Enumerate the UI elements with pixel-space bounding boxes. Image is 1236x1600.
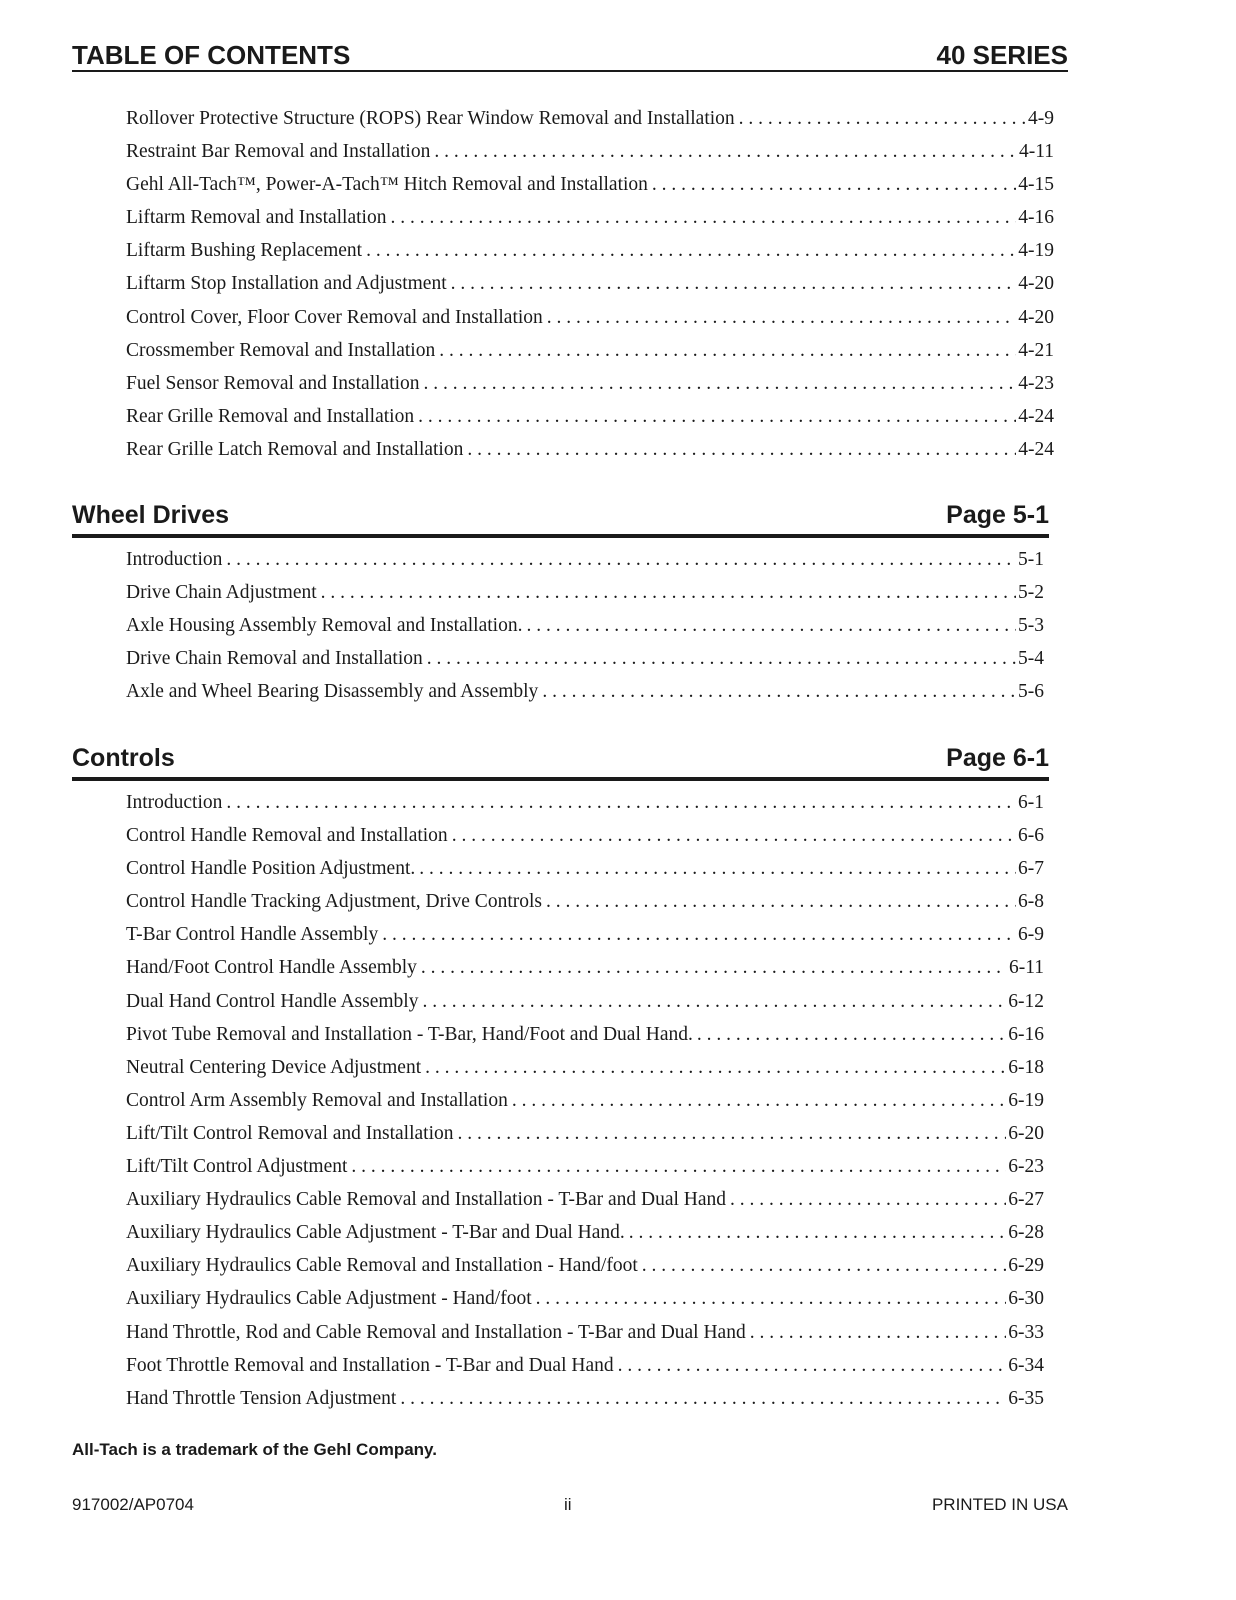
leader-dots: [347, 1150, 1006, 1183]
leader-dots: [522, 609, 1016, 642]
toc-entry-page: 6-8: [1018, 891, 1044, 913]
leader-dots: [746, 1316, 1007, 1349]
toc-entry-label: Gehl All-Tach™, Power-A-Tach™ Hitch Removal and Installation: [126, 174, 648, 196]
toc-entry-page: 4-16: [1018, 207, 1054, 229]
leader-dots: [396, 1382, 1006, 1415]
toc-entry-page: 6-16: [1008, 1023, 1044, 1045]
toc-entry-label: T-Bar Control Handle Assembly: [126, 924, 379, 946]
section-heading-wheel-drives: [72, 500, 1049, 538]
leader-dots: [435, 334, 1016, 367]
toc-entry-page: 6-1: [1018, 792, 1044, 813]
toc-entry[interactable]: [126, 1282, 1044, 1315]
toc-entry-label: Restraint Bar Removal and Installation: [126, 141, 431, 163]
leader-dots: [638, 1249, 1006, 1282]
toc-list-wheel-drives: [126, 543, 1044, 708]
leader-dots: [418, 985, 1006, 1018]
leader-dots: [508, 1084, 1006, 1117]
toc-entry[interactable]: [126, 786, 1044, 819]
toc-entry[interactable]: [126, 852, 1044, 885]
toc-entry[interactable]: [126, 1051, 1044, 1084]
toc-entry-page: 6-9: [1018, 924, 1044, 946]
toc-entry-label: Rollover Protective Structure (ROPS) Rear Window Removal and Installation: [126, 108, 735, 129]
toc-entry-label: Control Cover, Floor Cover Removal and Installation: [126, 306, 543, 328]
toc-entry-page: 6-7: [1018, 858, 1044, 880]
toc-entry-page: 6-35: [1008, 1387, 1044, 1409]
toc-entry-label: Auxiliary Hydraulics Cable Adjustment - T-Bar and Dual Hand.: [126, 1222, 625, 1244]
toc-entry-page: 6-23: [1008, 1156, 1044, 1178]
section-page: Page 6-1: [946, 744, 1049, 772]
leader-dots: [421, 1051, 1006, 1084]
toc-entry-label: Control Arm Assembly Removal and Installation: [126, 1089, 508, 1111]
toc-entry[interactable]: [126, 201, 1054, 234]
toc-entry[interactable]: [126, 1018, 1044, 1051]
series-label: 40 SERIES: [936, 40, 1068, 70]
leader-dots: [614, 1349, 1007, 1382]
toc-entry-label: Auxiliary Hydraulics Cable Removal and Installation - Hand/foot: [126, 1255, 638, 1277]
toc-entry-label: Hand Throttle Tension Adjustment: [126, 1387, 397, 1409]
toc-entry[interactable]: [126, 543, 1044, 576]
toc-entry-page: 4-11: [1018, 141, 1054, 163]
toc-entry[interactable]: [126, 433, 1054, 466]
leader-dots: [222, 543, 1016, 576]
leader-dots: [625, 1216, 1006, 1249]
toc-entry[interactable]: [126, 334, 1054, 367]
leader-dots: [414, 400, 1016, 433]
toc-entry-page: 5-6: [1018, 681, 1044, 703]
toc-entry-label: Axle Housing Assembly Removal and Installation.: [126, 615, 523, 637]
toc-entry-page: 6-20: [1008, 1122, 1044, 1144]
toc-entry[interactable]: [126, 1117, 1044, 1150]
page-header: [72, 40, 1068, 72]
toc-entry[interactable]: [126, 819, 1044, 852]
toc-entry-page: 4-24: [1018, 438, 1054, 460]
leader-dots: [693, 1018, 1006, 1051]
toc-entry-page: 6-30: [1008, 1288, 1044, 1310]
toc-entry[interactable]: [126, 1316, 1044, 1349]
toc-entry-page: 6-34: [1008, 1354, 1044, 1376]
toc-entry-page: 6-33: [1008, 1321, 1044, 1343]
section-heading-controls: [72, 743, 1049, 781]
toc-entry-page: 4-9: [1028, 108, 1054, 129]
toc-entry-label: Control Handle Tracking Adjustment, Drive Controls: [126, 891, 542, 913]
leader-dots: [735, 102, 1026, 135]
toc-entry[interactable]: [126, 267, 1054, 300]
toc-entry-label: Drive Chain Removal and Installation: [126, 648, 423, 670]
section-title: Controls: [72, 744, 175, 772]
toc-entry-label: Auxiliary Hydraulics Cable Adjustment - Hand/foot: [126, 1288, 532, 1310]
toc-entry[interactable]: [126, 576, 1044, 609]
toc-entry[interactable]: [126, 1183, 1044, 1216]
leader-dots: [423, 642, 1016, 675]
leader-dots: [648, 168, 1016, 201]
toc-entry-label: Dual Hand Control Handle Assembly: [126, 990, 419, 1012]
leader-dots: [447, 267, 1017, 300]
toc-entry-label: Neutral Centering Device Adjustment: [126, 1056, 422, 1078]
leader-dots: [222, 786, 1016, 819]
toc-entry[interactable]: [126, 675, 1044, 708]
leader-dots: [454, 1117, 1007, 1150]
leader-dots: [317, 576, 1016, 609]
toc-entry-label: Lift/Tilt Control Adjustment: [126, 1156, 348, 1178]
leader-dots: [386, 201, 1016, 234]
toc-entry-page: 6-12: [1008, 990, 1044, 1012]
section-page: Page 5-1: [946, 501, 1049, 529]
toc-entry[interactable]: [126, 1084, 1044, 1117]
toc-entry-page: 6-11: [1008, 957, 1044, 979]
toc-entry-label: Liftarm Stop Installation and Adjustment: [126, 273, 447, 295]
doc-number: 917002/AP0704: [72, 1495, 194, 1514]
toc-entry-label: Drive Chain Adjustment: [126, 582, 317, 604]
toc-entry-page: 4-21: [1018, 339, 1054, 361]
toc-entry-label: Hand/Foot Control Handle Assembly: [126, 957, 417, 979]
toc-entry-label: Pivot Tube Removal and Installation - T-Bar, Hand/Foot and Dual Hand.: [126, 1023, 693, 1045]
page-title: TABLE OF CONTENTS: [72, 40, 351, 70]
toc-entry-label: Liftarm Bushing Replacement: [126, 240, 363, 262]
toc-entry-label: Introduction: [126, 549, 223, 570]
toc-entry-page: 4-20: [1018, 306, 1054, 328]
toc-entry-page: 5-3: [1018, 615, 1044, 637]
toc-entry-page: 4-15: [1018, 174, 1054, 196]
toc-entry[interactable]: [126, 367, 1054, 400]
toc-entry[interactable]: [126, 1382, 1044, 1415]
toc-entry-page: 5-1: [1018, 549, 1044, 570]
toc-entry-page: 6-29: [1008, 1255, 1044, 1277]
leader-dots: [726, 1183, 1006, 1216]
toc-entry[interactable]: [126, 102, 1054, 135]
toc-entry-label: Control Handle Removal and Installation: [126, 825, 448, 847]
toc-entry-label: Rear Grille Latch Removal and Installation: [126, 438, 464, 460]
toc-entry[interactable]: [126, 135, 1054, 168]
toc-entry-label: Hand Throttle, Rod and Cable Removal and Installation - T-Bar and Dual Hand: [126, 1321, 746, 1343]
toc-entry[interactable]: [126, 1349, 1044, 1382]
toc-entry-page: 4-24: [1018, 405, 1054, 427]
toc-entry-label: Auxiliary Hydraulics Cable Removal and Installation - T-Bar and Dual Hand: [126, 1189, 727, 1211]
toc-entry-label: Control Handle Position Adjustment.: [126, 858, 416, 880]
printed-note: PRINTED IN USA: [931, 1495, 1068, 1514]
toc-entry-page: 6-6: [1018, 825, 1044, 847]
toc-entry[interactable]: [126, 609, 1044, 642]
leader-dots: [448, 819, 1016, 852]
leader-dots: [417, 951, 1007, 984]
section-title: Wheel Drives: [72, 501, 230, 529]
toc-entry-page: 6-18: [1008, 1056, 1044, 1078]
toc-entry[interactable]: [126, 951, 1044, 984]
leader-dots: [532, 1282, 1007, 1315]
leader-dots: [542, 885, 1016, 918]
toc-entry-page: 6-27: [1008, 1189, 1044, 1211]
toc-entry[interactable]: [126, 234, 1054, 267]
toc-entry[interactable]: [126, 918, 1044, 951]
toc-entry[interactable]: [126, 642, 1044, 675]
toc-entry-page: 4-20: [1018, 273, 1054, 295]
toc-entry-label: Liftarm Removal and Installation: [126, 207, 387, 229]
toc-entry-label: Introduction: [126, 792, 223, 813]
toc-entry-page: 4-19: [1018, 240, 1054, 262]
trademark-note: All-Tach is a trademark of the Gehl Company.: [72, 1440, 437, 1459]
toc-entry[interactable]: [126, 168, 1054, 201]
leader-dots: [415, 852, 1016, 885]
toc-entry-label: Fuel Sensor Removal and Installation: [126, 372, 420, 394]
leader-dots: [463, 433, 1016, 466]
page-number: ii: [564, 1495, 572, 1514]
leader-dots: [362, 234, 1016, 267]
toc-list-controls: [126, 786, 1044, 1415]
toc-entry-page: 6-28: [1008, 1222, 1044, 1244]
toc-entry-label: Lift/Tilt Control Removal and Installation: [126, 1122, 454, 1144]
toc-entry-label: Rear Grille Removal and Installation: [126, 405, 415, 427]
toc-entry-page: 5-2: [1018, 582, 1044, 604]
toc-entry[interactable]: [126, 301, 1054, 334]
toc-entry-label: Axle and Wheel Bearing Disassembly and Assembly: [126, 681, 539, 703]
leader-dots: [378, 918, 1016, 951]
leader-dots: [538, 675, 1016, 708]
leader-dots: [430, 135, 1017, 168]
toc-entry-label: Crossmember Removal and Installation: [126, 339, 436, 361]
toc-entry-page: 4-23: [1018, 372, 1054, 394]
page-footer: [72, 1495, 1068, 1519]
toc-entry-label: Foot Throttle Removal and Installation - T-Bar and Dual Hand: [126, 1354, 614, 1376]
toc-entry[interactable]: [126, 400, 1054, 433]
toc-entry[interactable]: [126, 1249, 1044, 1282]
toc-entry[interactable]: [126, 1216, 1044, 1249]
toc-entry[interactable]: [126, 885, 1044, 918]
toc-entry[interactable]: [126, 1150, 1044, 1183]
toc-entry-page: 5-4: [1018, 648, 1044, 670]
toc-entry-page: 6-19: [1008, 1089, 1044, 1111]
toc-entry[interactable]: [126, 985, 1044, 1018]
toc-list-continued: [126, 102, 1054, 466]
leader-dots: [543, 301, 1016, 334]
leader-dots: [420, 367, 1017, 400]
